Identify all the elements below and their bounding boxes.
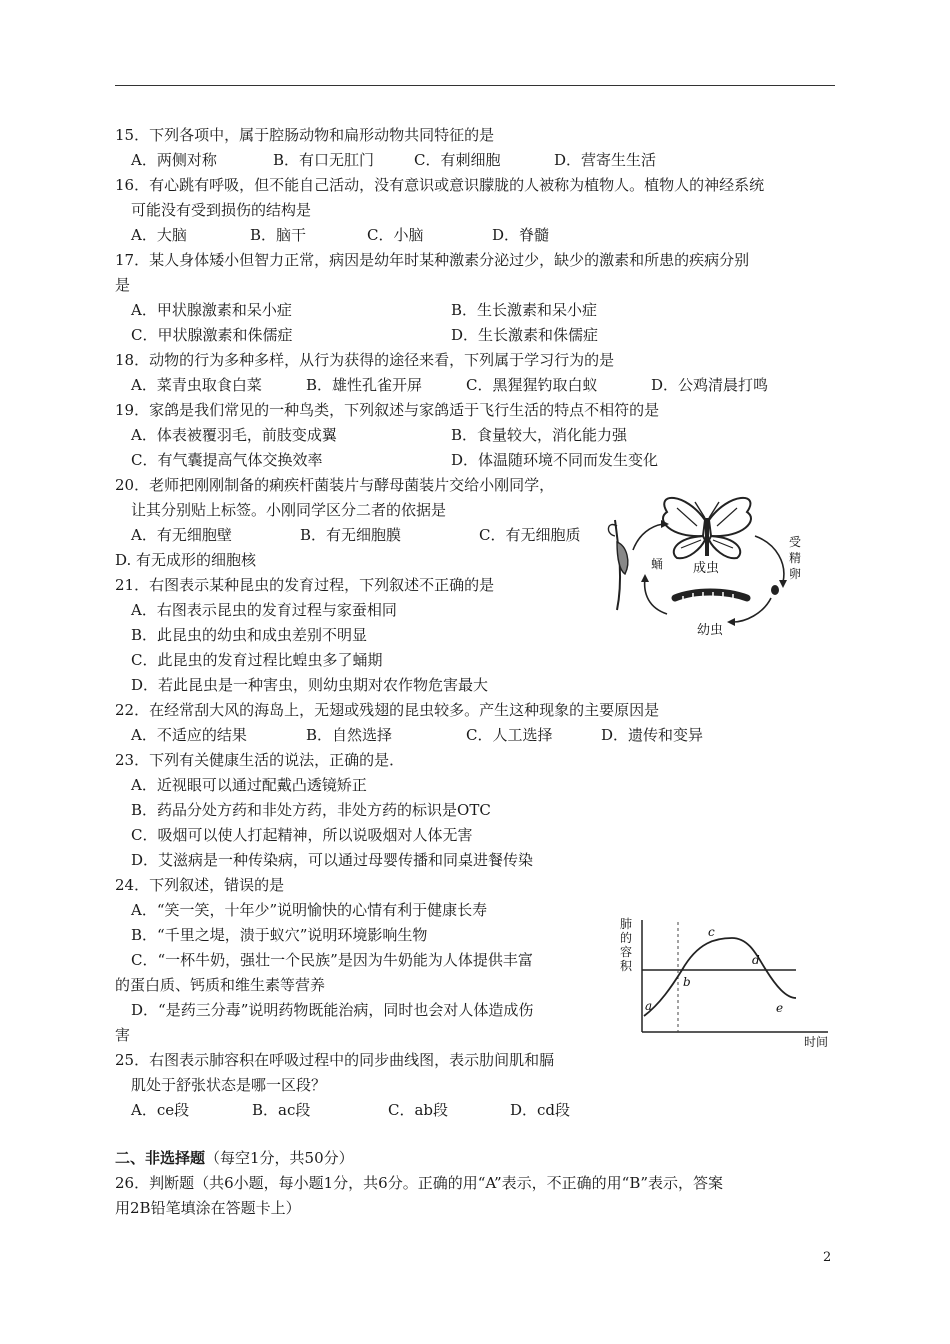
q17-option-b: B．生长激素和呆小症	[451, 301, 598, 319]
q23-option-b: B．药品分处方药和非处方药，非处方药的标识是OTC	[131, 801, 491, 819]
q20-option-a: A．有无细胞壁	[131, 526, 232, 544]
q23-option-c: C．吸烟可以使人打起精神，所以说吸烟对人体无害	[131, 826, 473, 844]
q15-option-d: D．营寄生生活	[554, 151, 657, 169]
page-number: 2	[823, 1250, 832, 1265]
q16-stem-line2: 可能没有受到损伤的结构是	[131, 201, 312, 219]
q20-option-b: B．有无细胞膜	[300, 526, 402, 544]
q24-option-d-line2: 害	[115, 1026, 131, 1044]
section2-title: 二、非选择题	[115, 1149, 206, 1167]
label-adult: 成虫	[693, 561, 720, 576]
q26-line1: 26．判断题（共6小题，每小题1分，共6分。正确的用“A”表示，不正确的用“B”表示，答案	[115, 1174, 724, 1192]
q19-stem: 19．家鸽是我们常见的一种鸟类，下列叙述与家鸽适于飞行生活的特点不相符的是	[115, 401, 660, 419]
q21-option-b: B．此昆虫的幼虫和成虫差别不明显	[131, 626, 368, 644]
q19-option-b: B．食量较大，消化能力强	[451, 426, 628, 444]
point-a: a	[645, 999, 653, 1013]
section2-heading	[115, 1148, 354, 1168]
q16-option-a: A．大脑	[131, 226, 187, 244]
q22-option-c: C．人工选择	[466, 726, 553, 744]
q22-stem: 22．在经常刮大风的海岛上，无翅或残翅的昆虫较多。产生这种现象的主要原因是	[115, 701, 660, 719]
q20-option-c: C．有无细胞质	[479, 526, 581, 544]
q17-option-c: C．甲状腺激素和侏儒症	[131, 326, 293, 344]
q25-option-c: C．ab段	[388, 1101, 449, 1119]
q17-option-d: D．生长激素和侏儒症	[451, 326, 599, 344]
q22-option-d: D．遗传和变异	[601, 726, 704, 744]
q18-option-b: B．雄性孔雀开屏	[306, 376, 423, 394]
header-rule	[115, 85, 835, 86]
q24-option-a: A．“笑一笑，十年少”说明愉快的心情有利于健康长寿	[131, 901, 488, 919]
q15-option-a: A．两侧对称	[131, 151, 217, 169]
q25-stem-line2: 肌处于舒张状态是哪一区段？	[131, 1076, 327, 1094]
point-e: e	[776, 1001, 784, 1015]
q18-option-c: C．黑猩猩钓取白蚁	[466, 376, 598, 394]
q24-stem: 24．下列叙述，错误的是	[115, 876, 285, 894]
q15-option-c: C．有刺细胞	[414, 151, 501, 169]
q22-option-b: B．自然选择	[306, 726, 393, 744]
q21-option-d: D．若此昆虫是一种害虫，则幼虫期对农作物危害最大	[131, 676, 489, 694]
q20-stem-line1: 20．老师把刚刚制备的痢疾杆菌装片与酵母菌装片交给小刚同学，	[115, 476, 555, 494]
q25-option-b: B．ac段	[252, 1101, 311, 1119]
q21-option-c: C．此昆虫的发育过程比蝗虫多了蛹期	[131, 651, 383, 669]
q22-option-a: A．不适应的结果	[131, 726, 247, 744]
q21-option-a: A．右图表示昆虫的发育过程与家蚕相同	[131, 601, 397, 619]
q24-option-c-line2: 的蛋白质、钙质和维生素等营养	[115, 976, 326, 994]
egg-icon	[771, 585, 779, 595]
q24-option-b: B．“千里之堤，溃于蚁穴”说明环境影响生物	[131, 926, 428, 944]
y-axis-label: 肺的容积	[620, 917, 633, 973]
q15-option-b: B．有口无肛门	[273, 151, 375, 169]
insect-development-figure	[605, 490, 807, 636]
q16-stem-line1: 16．有心跳有呼吸，但不能自己活动，没有意识或意识朦胧的人被称为植物人。植物人的神经系统	[115, 176, 765, 194]
q18-stem: 18．动物的行为多种多样，从行为获得的途径来看，下列属于学习行为的是	[115, 351, 615, 369]
lung-volume-figure	[616, 912, 838, 1050]
q16-option-c: C．小脑	[367, 226, 424, 244]
q21-stem: 21．右图表示某种昆虫的发育过程，下列叙述不正确的是	[115, 576, 495, 594]
point-c: c	[708, 925, 715, 939]
label-larva: 幼虫	[697, 623, 724, 636]
q20-option-d: D. 有无成形的细胞核	[115, 551, 257, 569]
q19-option-c: C．有气囊提高气体交换效率	[131, 451, 323, 469]
label-egg: 受精卵	[789, 535, 802, 581]
q19-option-d: D．体温随环境不同而发生变化	[451, 451, 659, 469]
section2-note: （每空1分，共50分）	[205, 1149, 354, 1167]
q23-stem: 23．下列有关健康生活的说法，正确的是．	[115, 751, 405, 769]
point-b: b	[683, 975, 691, 989]
q16-option-d: D．脊髓	[492, 226, 550, 244]
label-pupa: 蛹	[651, 557, 664, 571]
q23-option-a: A．近视眼可以通过配戴凸透镜矫正	[131, 776, 367, 794]
q19-option-a: A．体表被覆羽毛，前肢变成翼	[131, 426, 337, 444]
q17-stem-line1: 17．某人身体矮小但智力正常，病因是幼年时某种激素分泌过少，缺少的激素和所患的疾病分别	[115, 251, 750, 269]
q25-option-a: A．ce段	[131, 1101, 190, 1119]
point-d: d	[752, 953, 760, 967]
q24-option-c-line1: C．“一杯牛奶，强壮一个民族”是因为牛奶能为人体提供丰富	[131, 951, 533, 969]
q17-option-a: A．甲状腺激素和呆小症	[131, 301, 292, 319]
x-axis-label: 时间	[804, 1035, 829, 1049]
q15-stem: 15．下列各项中，属于腔肠动物和扁形动物共同特征的是	[115, 126, 495, 144]
q25-stem-line1: 25．右图表示肺容积在呼吸过程中的同步曲线图，表示肋间肌和膈	[115, 1051, 555, 1069]
lung-volume-curve	[644, 938, 796, 1016]
q17-stem-line2: 是	[115, 276, 131, 294]
q24-option-d-line1: D．“是药三分毒”说明药物既能治病，同时也会对人体造成伤	[131, 1001, 534, 1019]
q16-option-b: B．脑干	[250, 226, 307, 244]
q26-line2: 用2B铅笔填涂在答题卡上）	[115, 1199, 301, 1217]
q18-option-a: A．菜青虫取食白菜	[131, 376, 262, 394]
q25-option-d: D．cd段	[510, 1101, 571, 1119]
q18-option-d: D．公鸡清晨打鸣	[651, 376, 769, 394]
q20-stem-line2: 让其分别贴上标签。小刚同学区分二者的依据是	[131, 501, 447, 519]
q23-option-d: D．艾滋病是一种传染病，可以通过母婴传播和同桌进餐传染	[131, 851, 534, 869]
